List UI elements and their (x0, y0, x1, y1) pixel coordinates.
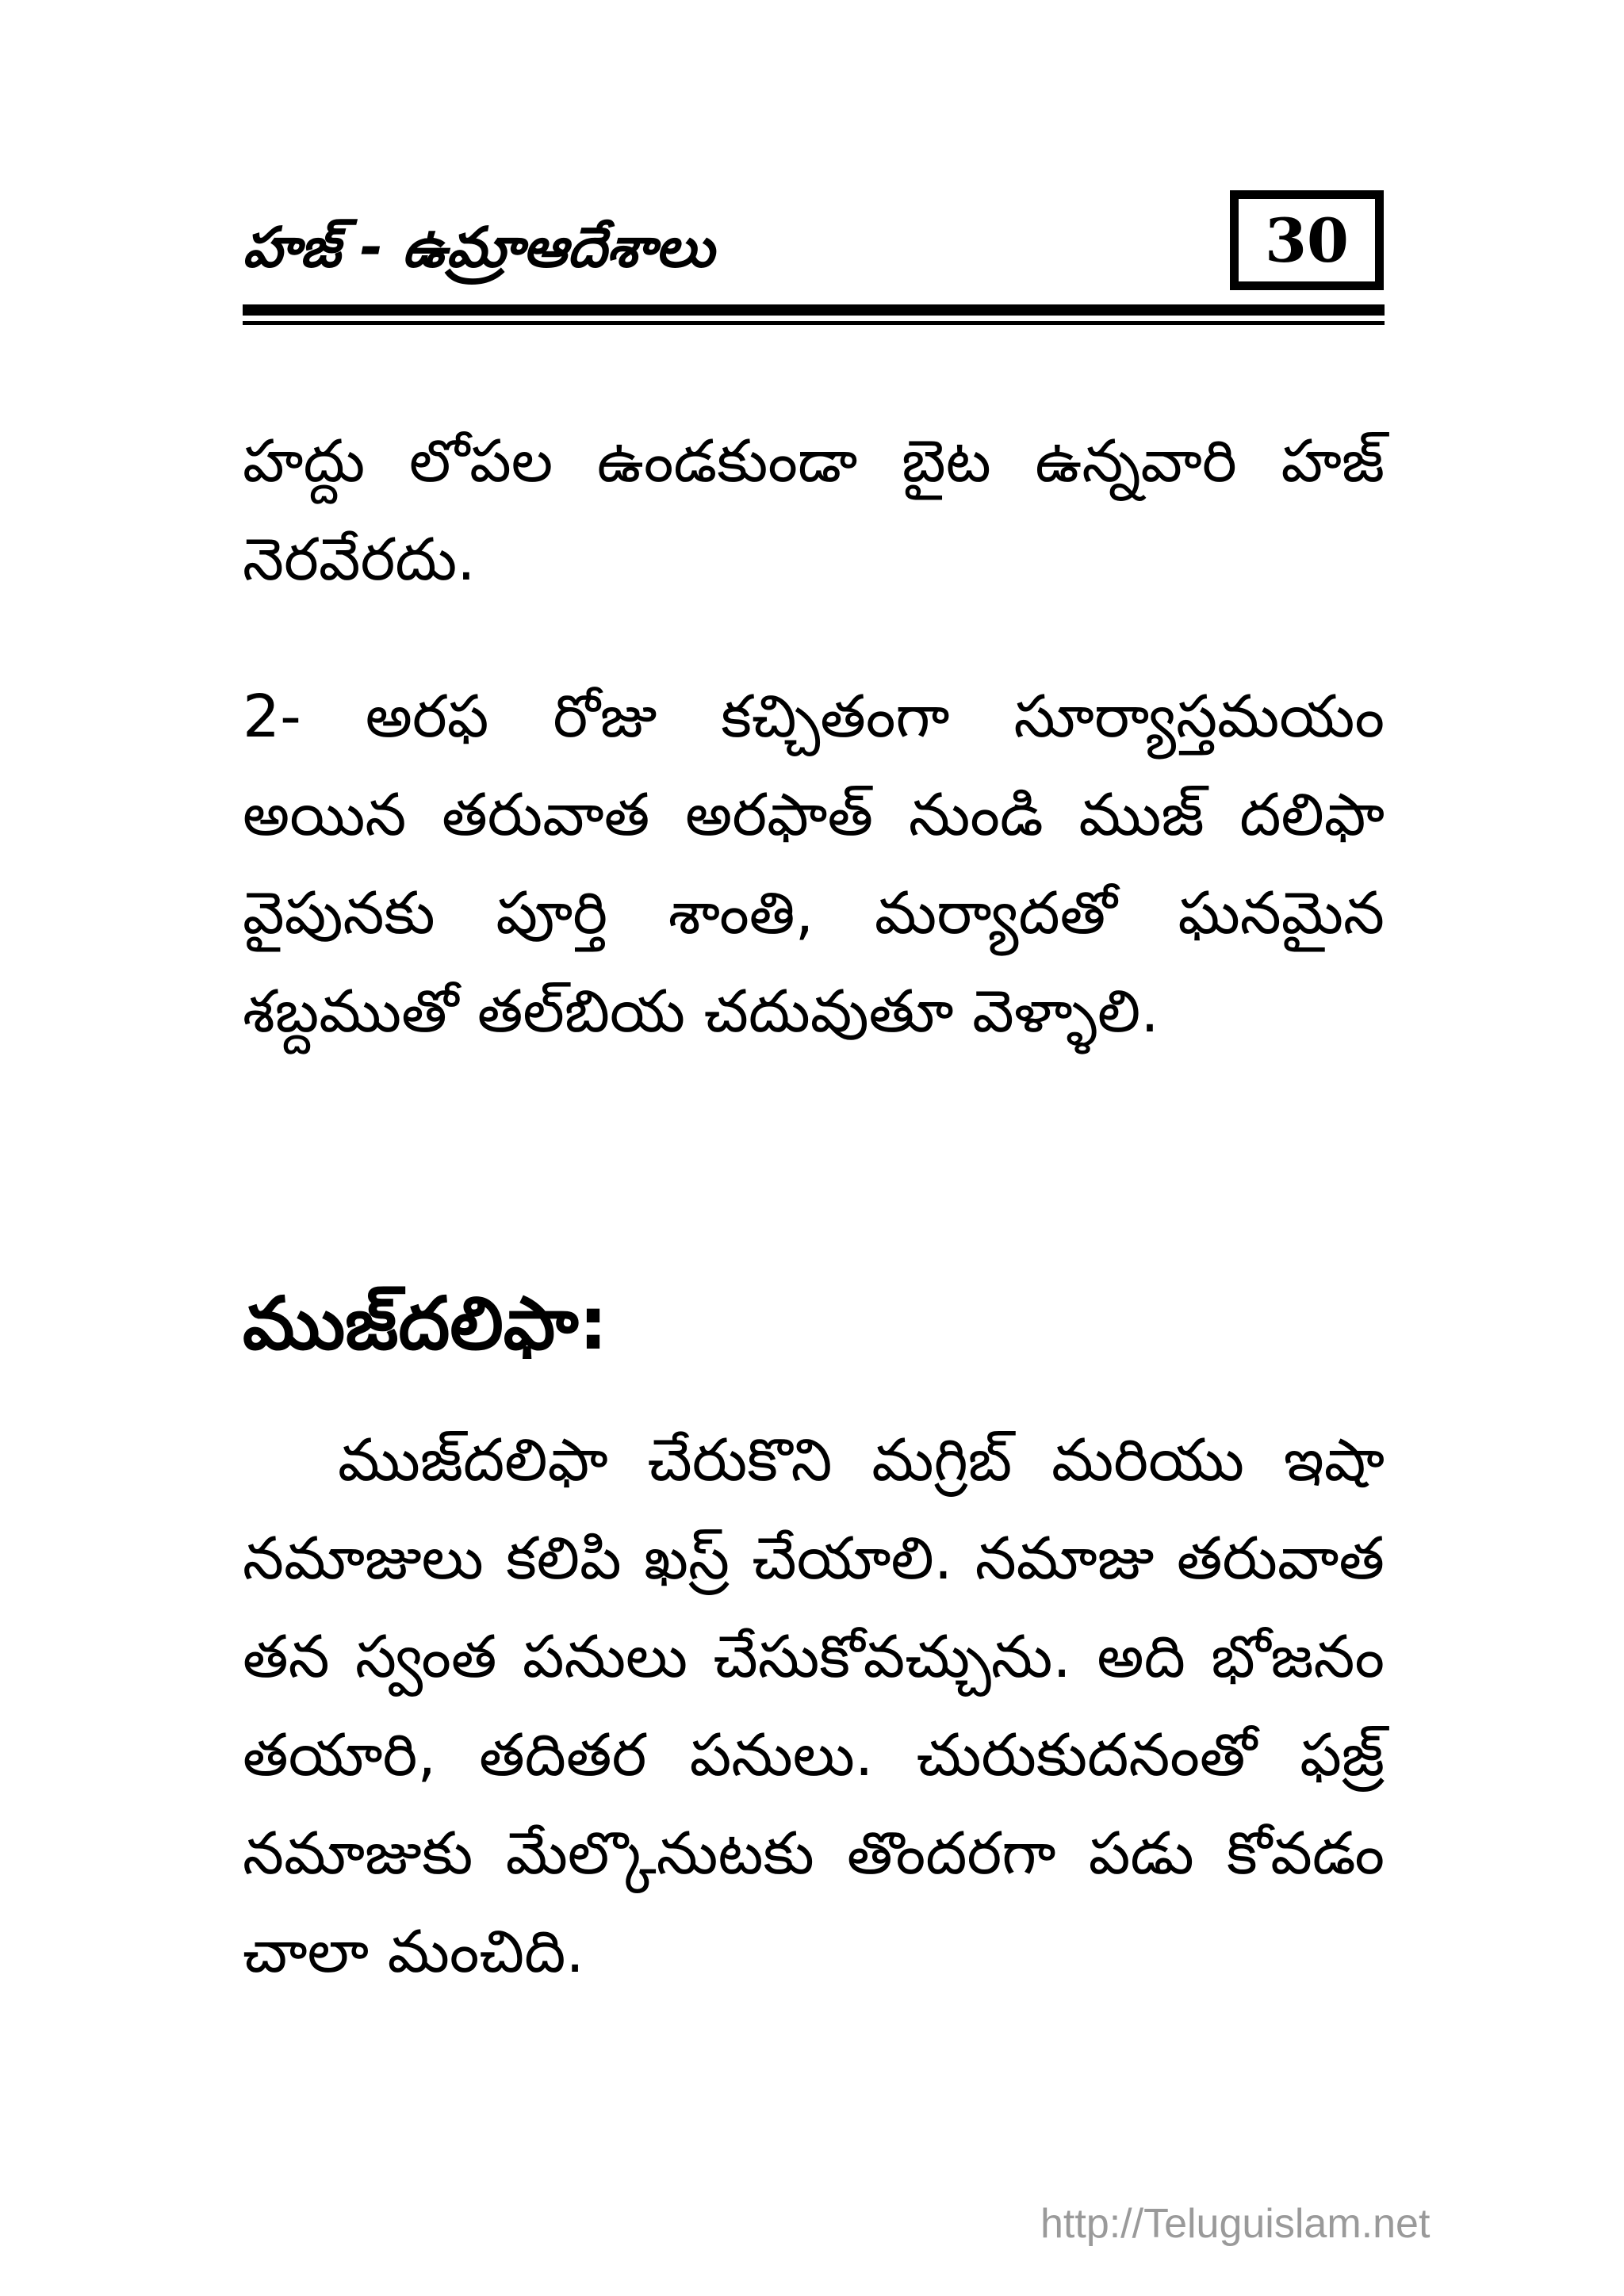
section-paragraph: ముజ్‌దలిఫా చేరుకొని మగ్రిబ్ మరియు ఇషా నమాజులు కలిపి ఖస్ర్ చేయాలి. నమాజు తరువాత తన స్వంత పనులు చేసుకోవచ్చును. అది భోజనం తయారి, తదితర పనులు. చురుకుదనంతో ఫజ్ర్ నమాజుకు మేల్కొనుటకు తొందరగా పడు కోవడం చాలా మంచిది. (243, 1426, 1385, 1986)
header-rule-thick (243, 304, 1385, 316)
body-paragraph-1: హద్దు లోపల ఉండకుండా బైట ఉన్నవారి హజ్ నెరవేరదు. (243, 427, 1385, 594)
page-number: 30 (1265, 205, 1349, 276)
header-rule-thin (243, 321, 1385, 325)
page-number-box (1230, 190, 1384, 290)
footer-url: http://Teluguislam.net (1040, 2201, 1431, 2247)
body-paragraph-2: 2- అరఫ రోజు కచ్చితంగా సూర్యాస్తమయం అయిన తరువాత అరఫాత్ నుండి ముజ్ దలిఫా వైపునకు పూర్తి శాంతి, మర్యాదతో ఘనమైన శబ్దముతో తల్‌బియ చదువుతూ వెళ్ళాలి. (243, 683, 1385, 1046)
section-heading: ముజ్‌దలిఫా: (243, 1281, 608, 1366)
running-header-title: హజ్ - ఉమ్రాఆదేశాలు (243, 215, 714, 280)
